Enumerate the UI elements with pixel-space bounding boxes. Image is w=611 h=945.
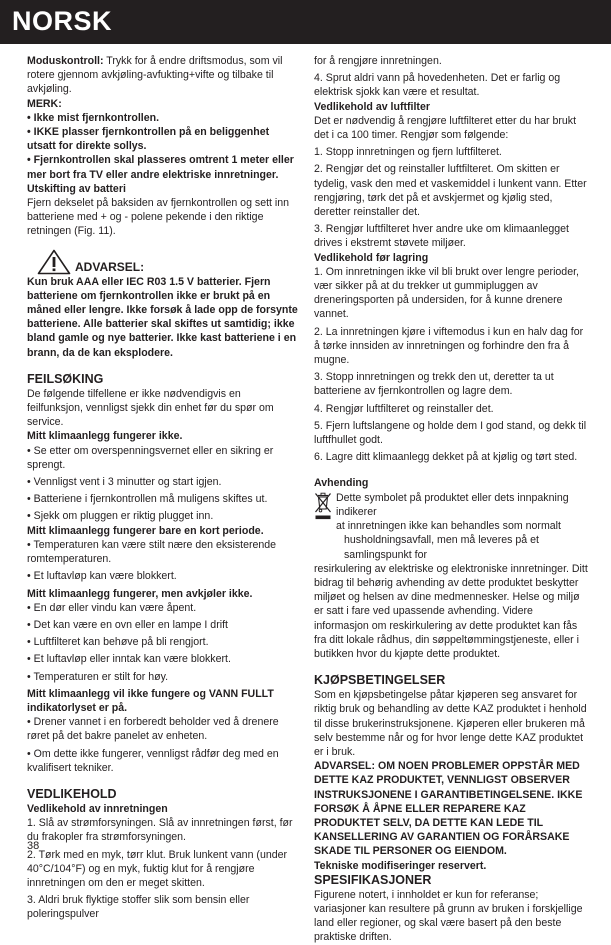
problem-heading: Mitt klimaanlegg fungerer ikke. (27, 430, 183, 443)
maintenance-item: 4. Sprut aldri vann på hovedenheten. Det er farlig og elektrisk sjokk kan være et resultat. (314, 72, 561, 99)
filter-item: 3. Rengjør luftfilteret hver andre uke om klimaanlegget drives i ekstremt støvete miljøer. (314, 223, 569, 250)
mode-control-label: Moduskontroll: (27, 55, 104, 67)
filter-item: 2. Rengjør det og reinstaller luftfilteret. Om skitten er tydelig, vask den med et vaskemiddel i lunkent vann. Etter rengjøring, tørk det på et avskjermet og kjølig sted, deretter reinstaller det. (314, 163, 587, 219)
problem-item: • Temperaturen kan være stilt nære den eksisterende romtemperaturen. (27, 538, 277, 566)
storage-item: 6. Lagre ditt klimaanlegg dekket på at kjølig og tørt sted. (314, 451, 578, 464)
problem-heading: Mitt klimaanlegg fungerer, men avkjøler ikke. (27, 587, 253, 600)
problem-item: • Det kan være en ovn eller en lampe I drift (27, 618, 228, 631)
problem-item: • Batteriene i fjernkontrollen må muligens skiftes ut. (27, 493, 268, 506)
page-language-title: NORSK (12, 6, 113, 36)
disposal-text: resirkulering av elektriske og elektroniske innretninger. Ditt bidrag til behørig avhending av dette produktet beskytter miljøet og helsen av dine medmennesker. Helse og miljø er satt i fare ved upassende avhending. Videre informasjon om reskirkulering av dette produktet kan fås fra ditt lokale rådhus, din søppeltømmingstjeneste, eller i butikken hvor du kjøpte dette produktet. (314, 562, 588, 660)
storage-item: 4. Rengjør luftfilteret og reinstaller det. (314, 402, 494, 415)
purchase-conditions-text: Som en kjøpsbetingelse påtar kjøperen seg ansvaret for riktig bruk og behandling av dette KAZ produktet i henhold til disse brukerinstruksjonene. Kjøperen eller brukeren må selv bestemme når og for hvor lenge dette KAZ produktet er i bruk. (314, 689, 587, 758)
problem-item: • En dør eller vindu kan være åpent. (27, 601, 197, 614)
battery-text: Fjern dekselet på baksiden av fjernkontrollen og sett inn batteriene med + og - polene pekende i den riktige retningen (Fig. 11). (27, 197, 290, 238)
page-number: 38 (27, 840, 40, 852)
warning-title: ADVARSEL: (75, 259, 145, 274)
purchase-conditions-heading: KJØPSBETINGELSER (314, 673, 446, 688)
filter-item: 1. Stopp innretningen og fjern luftfilteret. (314, 146, 502, 159)
troubleshooting-heading: FEILSØKING (27, 371, 104, 386)
troubleshooting-intro: De følgende tilfellene er ikke nødvendigvis en feilfunksjon, vennligst sjekk din enhet før du spør om service. (27, 387, 274, 429)
maintenance-continued: for å rengjøre innretningen. (314, 55, 442, 67)
warning-text: Kun bruk AAA eller IEC R03 1.5 V batterier. Fjern batteriene om fjernkontrollen ikke er brukt på en måned eller lengre. Ikke forsøk å lade opp de forsynte batteriene. Alle batterier skal skiftes ut samtidig; ikke bland gamle og nye batterier. Ikke kast batteriene i en brann, da de kan eksplodere. (27, 275, 298, 359)
specifications-text: Figurene notert, i innholdet er kun for referanse; variasjoner kan resultere på grunn av bruken i forskjellige land eller regioner, og skal være basert på den beste praktiske driften. (314, 888, 583, 944)
problem-item: • Om dette ikke fungerer, vennligst rådfør deg med en kvalifisert tekniker. (27, 747, 279, 774)
storage-item: 1. Om innretningen ikke vil bli brukt over lengre perioder, vær sikker på at du trekker ut gummipluggen av dreneringsporten på undersiden, for å kunne drenere vannet. (314, 265, 579, 321)
problem-item: • Et luftavløp eller inntak kan være blokkert. (27, 653, 231, 666)
page-header (0, 0, 611, 44)
right-column (314, 54, 589, 945)
storage-item: 5. Fjern luftslangene og holde dem I god stand, og dekk til luftfhullet godt. (314, 419, 587, 447)
disposal-line: at innretningen ikke kan behandles som normalt (336, 520, 561, 533)
maintenance-item: 3. Aldri bruk flyktige stoffer slik som bensin eller poleringspulver (27, 894, 250, 921)
technical-note: Tekniske modifiseringer reservert. (314, 859, 487, 872)
disposal-line: husholdningsavfall, men må leveres på et samlingspunkt for (344, 534, 539, 561)
maintenance-heading: VEDLIKEHOLD (27, 786, 117, 801)
problem-heading: Mitt klimaanlegg vil ikke fungere og VANN FULLT indikatorlyset er på. (27, 687, 274, 714)
problem-item: • Sjekk om pluggen er riktig plugget inn. (27, 510, 214, 523)
note-item: • Fjernkontrollen skal plasseres omtrent 1 meter eller mer bort fra TV eller andre elektriske innretninger. (27, 154, 294, 181)
purchase-warning: ADVARSEL: OM NOEN PROBLEMER OPPSTÅR MED DETTE KAZ PRODUKTET, VENNLIGST OBSERVER INSTRUKSJONENE I GARANTIBETINGELSENE. IKKE FORSØK Å ÅPNE ELLER REPARERE KAZ PRODUKTET SELV, DA DETTE KAN LEDE TIL KANSELLERING AV GARANTIEN OG FORÅRSAKE SKADE TIL PERSONER OG EIENDOM. (314, 760, 583, 858)
battery-heading: Utskifting av batteri (27, 182, 126, 195)
note-item: • IKKE plasser fjernkontrollen på en beliggenhet utsatt for direkte sollys. (27, 126, 270, 153)
problem-item: • Drener vannet i en forberedt beholder ved å drenere røret på det bakre panelet av enheten. (27, 716, 279, 743)
problem-item: • Vennligst vent i 3 minutter og start igjen. (27, 476, 222, 489)
storage-item: 3. Stopp innretningen og trekk den ut, deretter ta ut batteriene av fjernkontrollen og lagre dem. (314, 371, 554, 398)
problem-item: • Se etter om overspenningsvernet eller en sikring er sprengt. (27, 444, 274, 471)
problem-heading: Mitt klimaanlegg fungerer bare en kort periode. (27, 524, 264, 537)
left-column (27, 54, 299, 922)
filter-heading: Vedlikehold av luftfilter (314, 100, 430, 113)
maintenance-subheading: Vedlikehold av innretningen (27, 802, 168, 815)
warning-triangle-icon (37, 249, 71, 275)
disposal-heading: Avhending (314, 477, 369, 490)
mode-control-text: Trykk for å endre driftsmodus, som vil rotere gjennom avkjøling-avfukting+vifte og tilbake til avkjøling. (27, 55, 283, 96)
mode-control-paragraph (27, 54, 299, 97)
problem-item: • Temperaturen er stilt for høy. (27, 670, 169, 683)
disposal-line: Dette symbolet på produktet eller dets innpakning indikerer (336, 491, 569, 518)
storage-item: 2. La innretningen kjøre i viftemodus i kun en halv dag for å tørke innsiden av innretningen og forhindre den fra å mugne. (314, 325, 584, 367)
storage-heading: Vedlikehold før lagring (314, 251, 429, 264)
warning-header (27, 247, 299, 275)
maintenance-item: 1. Slå av strømforsyningen. Slå av innretningen først, før du frakopler fra strømforsyningen. (27, 817, 293, 844)
note-item: • Ikke mist fjernkontrollen. (27, 111, 160, 124)
note-heading: MERK: (27, 97, 62, 110)
specifications-heading: SPESIFIKASJONER (314, 872, 432, 887)
filter-intro: Det er nødvendig å rengjøre luftfilteret etter du har brukt det i ca 100 timer. Rengjør som følgende: (314, 114, 577, 142)
problem-item: • Et luftavløp kan være blokkert. (27, 570, 177, 583)
problem-item: • Luftfilteret kan behøve på bli rengjort. (27, 636, 209, 649)
disposal-block (314, 491, 589, 661)
crossed-bin-icon (314, 492, 332, 522)
maintenance-item: 2. Tørk med en myk, tørr klut. Bruk lunkent vann (under 40°C/104°F) og en myk, fuktig klut for å rengjøre innretningen om den er meget skitten. (27, 848, 288, 889)
